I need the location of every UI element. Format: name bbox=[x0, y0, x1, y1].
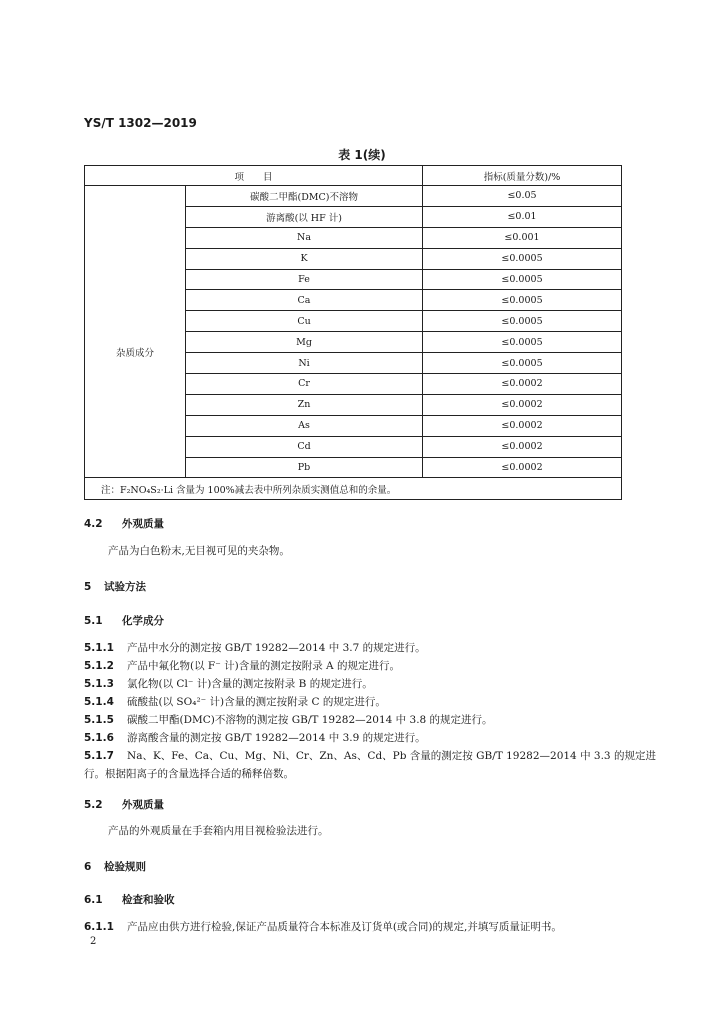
item-cell: Cd bbox=[186, 436, 423, 457]
item-cell: Cr bbox=[186, 374, 423, 395]
value-cell: ≤0.0005 bbox=[423, 332, 622, 353]
clause-5-1-7: 5.1.7 Na、K、Fe、Ca、Cu、Mg、Ni、Cr、Zn、As、Cd、Pb 含量的测定按 GB/T 19282—2014 中 3.3 的规定进 bbox=[84, 750, 656, 762]
section-6: 6 检验规则 bbox=[84, 861, 146, 873]
table-row bbox=[85, 227, 622, 248]
page-number: 2 bbox=[90, 936, 97, 947]
spec-table bbox=[84, 165, 622, 500]
table-note-row bbox=[85, 478, 622, 500]
item-cell: Ni bbox=[186, 353, 423, 374]
item-cell: 碳酸二甲酯(DMC)不溶物 bbox=[186, 186, 423, 207]
value-cell: ≤0.0002 bbox=[423, 415, 622, 436]
table-row bbox=[85, 186, 622, 207]
item-cell: Ca bbox=[186, 290, 423, 311]
clause-5-1-1: 5.1.1 产品中水分的测定按 GB/T 19282—2014 中 3.7 的规定进行。 bbox=[84, 642, 426, 654]
item-cell: Na bbox=[186, 227, 423, 248]
item-cell: Mg bbox=[186, 332, 423, 353]
value-cell: ≤0.0002 bbox=[423, 394, 622, 415]
section-4-2: 4.2 外观质量 bbox=[84, 518, 164, 530]
value-cell: ≤0.001 bbox=[423, 227, 622, 248]
section-5-2-text: 产品的外观质量在手套箱内用目视检验法进行。 bbox=[108, 825, 329, 837]
impurity-group-label: 杂质成分 bbox=[85, 227, 186, 478]
value-cell: ≤0.01 bbox=[423, 206, 622, 227]
group-label-cell bbox=[85, 206, 186, 227]
item-cell: As bbox=[186, 415, 423, 436]
clause-5-1-6: 5.1.6 游离酸含量的测定按 GB/T 19282—2014 中 3.9 的规定进行。 bbox=[84, 732, 426, 744]
value-cell: ≤0.0005 bbox=[423, 311, 622, 332]
group-label-cell bbox=[85, 186, 186, 207]
item-cell: 游离酸(以 HF 计) bbox=[186, 206, 423, 227]
col-header-value: 指标(质量分数)/% bbox=[423, 166, 622, 186]
item-cell: Pb bbox=[186, 457, 423, 478]
clause-5-1-5: 5.1.5 碳酸二甲酯(DMC)不溶物的测定按 GB/T 19282—2014 中 3.8 的规定进行。 bbox=[84, 714, 493, 726]
col-header-item: 项 目 bbox=[85, 166, 423, 186]
table-row bbox=[85, 206, 622, 227]
clause-5-1-7-cont: 行。根据阳离子的含量选择合适的稀释倍数。 bbox=[84, 768, 294, 780]
value-cell: ≤0.0002 bbox=[423, 457, 622, 478]
value-cell: ≤0.0005 bbox=[423, 290, 622, 311]
section-5: 5 试验方法 bbox=[84, 581, 146, 593]
section-6-1: 6.1 检查和验收 bbox=[84, 894, 175, 906]
table-note: 注：F₂NO₄S₂·Li 含量为 100%减去表中所列杂质实测值总和的余量。 bbox=[85, 478, 622, 500]
clause-6-1-1: 6.1.1 产品应由供方进行检验,保证产品质量符合本标准及订货单(或合同)的规定,并填写质量证明书。 bbox=[84, 921, 562, 933]
value-cell: ≤0.0002 bbox=[423, 374, 622, 395]
table-caption: 表 1(续) bbox=[338, 148, 386, 162]
clause-5-1-4: 5.1.4 硫酸盐(以 SO₄²⁻ 计)含量的测定按附录 C 的规定进行。 bbox=[84, 696, 386, 708]
item-cell: K bbox=[186, 248, 423, 269]
section-5-2: 5.2 外观质量 bbox=[84, 799, 164, 811]
value-cell: ≤0.05 bbox=[423, 186, 622, 207]
item-cell: Cu bbox=[186, 311, 423, 332]
value-cell: ≤0.0005 bbox=[423, 248, 622, 269]
value-cell: ≤0.0002 bbox=[423, 436, 622, 457]
table-header-row bbox=[85, 166, 622, 186]
item-cell: Fe bbox=[186, 269, 423, 290]
section-5-1: 5.1 化学成分 bbox=[84, 615, 164, 627]
item-cell: Zn bbox=[186, 394, 423, 415]
value-cell: ≤0.0005 bbox=[423, 269, 622, 290]
clause-5-1-3: 5.1.3 氯化物(以 Cl⁻ 计)含量的测定按附录 B 的规定进行。 bbox=[84, 678, 373, 690]
standard-number: YS/T 1302—2019 bbox=[84, 116, 197, 130]
clause-5-1-2: 5.1.2 产品中氟化物(以 F⁻ 计)含量的测定按附录 A 的规定进行。 bbox=[84, 660, 400, 672]
value-cell: ≤0.0005 bbox=[423, 353, 622, 374]
section-4-2-text: 产品为白色粉末,无目视可见的夹杂物。 bbox=[108, 545, 290, 557]
